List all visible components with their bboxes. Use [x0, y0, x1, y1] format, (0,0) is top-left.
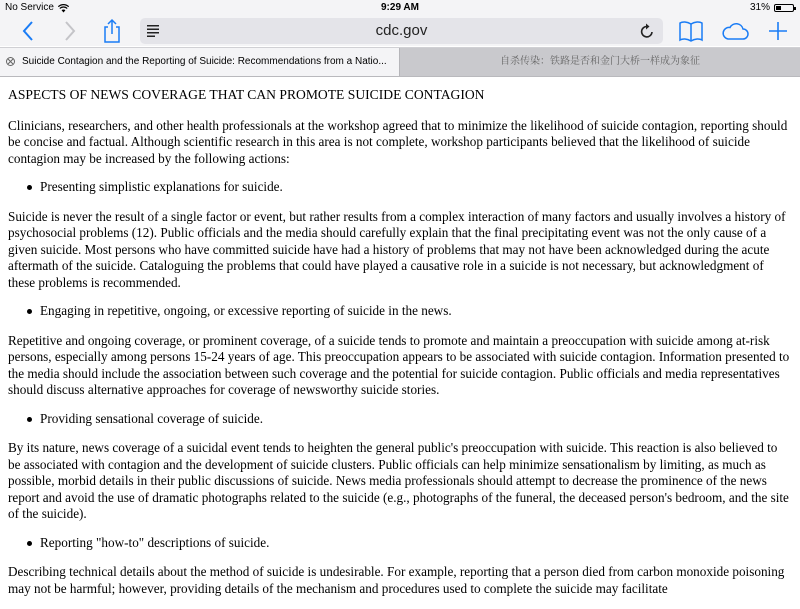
- bookmarks-button[interactable]: [676, 16, 706, 46]
- forward-button[interactable]: [56, 16, 84, 46]
- bookmarks-icon: [678, 20, 704, 42]
- paragraph: Repetitive and ongoing coverage, or prominent coverage, of a suicide tends to promote and maintain a preoccupation with suicide among at-risk persons, especially among persons 15-24 years of age. This preoccupation appears to be associated with suicide contagion. Information presented to the media should include the association between such coverage and the potential for suicide contagion. Public officials and media representatives should discuss alternative approaches for coverage of newsworthy suicide stories.: [8, 332, 790, 397]
- section-heading: ASPECTS OF NEWS COVERAGE THAT CAN PROMOTE SUICIDE CONTAGION: [8, 87, 485, 102]
- back-chevron-icon: [21, 20, 35, 42]
- tab-inactive[interactable]: [400, 48, 800, 76]
- cloud-tabs-button[interactable]: [718, 16, 752, 46]
- status-bar: [0, 0, 800, 16]
- plus-icon: [767, 20, 789, 42]
- battery-percent: 31%: [749, 2, 770, 13]
- intro-paragraph: Clinicians, researchers, and other health professionals at the workshop agreed that to minimize the likelihood of suicide contagion, reporting should be concise and factual. Although scientific research in this area is not complete, workshop participants believed that the likelihood of suicide contagion may be increased by the following actions:: [8, 117, 788, 166]
- carrier-label: No Service: [5, 2, 54, 13]
- tab-active[interactable]: [0, 48, 400, 76]
- url-text[interactable]: cdc.gov: [375, 22, 428, 39]
- back-button[interactable]: [14, 16, 42, 46]
- forward-chevron-icon: [63, 20, 77, 42]
- paragraph: Suicide is never the result of a single factor or event, but rather results from a complex interaction of many factors and usually involves a history of psychosocial problems (12). Public officials and the media should carefully explain that the final precipitating event was not the only cause of a given suicide. Most persons who have committed suicide have had a history of problems that may not have been acknowledged during the acute aftermath of the suicide. Cataloguing the problems that could have played a causative role in a suicide is not necessary, but acknowledgment of these problems is recommended.: [8, 208, 786, 290]
- tab-inactive-title[interactable]: 自杀传染：铁路是否和金门大桥一样成为象征: [500, 56, 700, 67]
- share-icon: [102, 18, 122, 44]
- new-tab-button[interactable]: [764, 16, 792, 46]
- share-button[interactable]: [98, 16, 126, 46]
- battery-status: [750, 0, 794, 16]
- browser-toolbar: [0, 16, 800, 46]
- tab-active-title[interactable]: Suicide Contagion and the Reporting of Suicide: Recommendations from a Natio...: [22, 56, 387, 67]
- close-tab-icon[interactable]: [6, 57, 15, 66]
- bullet-item: Presenting simplistic explanations for suicide.: [40, 179, 792, 196]
- bullet-item: Reporting "how-to" descriptions of suicide.: [40, 535, 792, 552]
- tab-bar: [0, 47, 800, 77]
- article-content: [8, 78, 792, 609]
- paragraph: Describing technical details about the method of suicide is undesirable. For example, reporting that a person died from carbon monoxide poisoning may not be harmful; however, providing details of the mechanism and procedures used to complete the suicide may facilitate: [8, 564, 785, 596]
- bullet-item: Engaging in repetitive, ongoing, or excessive reporting of suicide in the news.: [40, 303, 792, 320]
- clock: 9:29 AM: [381, 2, 419, 13]
- bullet-item: Providing sensational coverage of suicide.: [40, 411, 792, 428]
- reload-icon[interactable]: [639, 22, 655, 40]
- battery-fill: [776, 6, 781, 10]
- address-bar[interactable]: [140, 18, 663, 44]
- paragraph: By its nature, news coverage of a suicidal event tends to heighten the general public's preoccupation with suicide. This reaction is also believed to be associated with contagion and the development of suicide clusters. Public officials can help minimize sensationalism by limiting, as much as possible, morbid details in their public discussions of suicide. News media professionals should attempt to decrease the prominence of the news report and avoid the use of dramatic photographs related to the suicide (e.g., photographs of the funeral, the deceased person's bedroom, and the site of the suicide).: [8, 440, 789, 521]
- cloud-icon: [720, 20, 750, 42]
- battery-icon: [774, 4, 794, 12]
